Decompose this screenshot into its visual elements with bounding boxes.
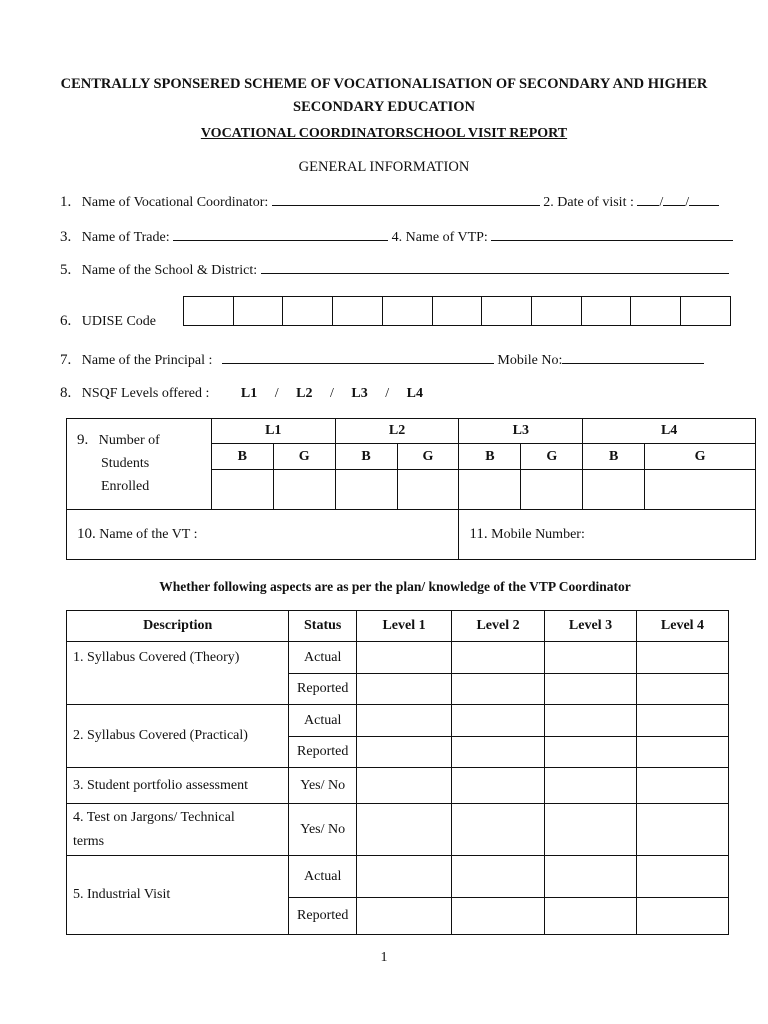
field-label: Name of Vocational Coordinator: [81, 195, 269, 210]
date-month-blank[interactable] [663, 193, 685, 206]
level-cell[interactable] [357, 898, 452, 935]
enrolment-cell[interactable] [335, 470, 397, 510]
field-label: Name of the School & District: [81, 263, 258, 278]
table-row [67, 804, 729, 856]
field-principal [60, 351, 704, 369]
aspect-description: 5. Industrial Visit [67, 856, 289, 935]
girls-header: G [273, 444, 335, 470]
enrolment-table [66, 418, 756, 560]
level-cell[interactable] [452, 642, 545, 674]
level-header: L4 [583, 419, 756, 444]
level-header: L3 [459, 419, 583, 444]
udise-digit-box[interactable] [432, 297, 482, 326]
level-cell[interactable] [357, 705, 452, 737]
status-label: Yes/ No [289, 804, 357, 856]
enrolment-cell[interactable] [521, 470, 583, 510]
level-cell[interactable] [545, 856, 637, 898]
field-label: UDISE Code [81, 314, 157, 329]
boys-header: B [335, 444, 397, 470]
column-header: Level 4 [636, 611, 728, 642]
udise-digit-box[interactable] [631, 297, 681, 326]
date-year-blank[interactable] [689, 193, 719, 206]
field-number: 8. [60, 385, 72, 401]
level-cell[interactable] [357, 737, 452, 768]
aspect-description: 1. Syllabus Covered (Theory) [67, 642, 289, 705]
field-number: 7. [60, 352, 72, 368]
level-cell[interactable] [636, 768, 728, 804]
students-enrolled-label: 9. Number of Students Enrolled [67, 419, 212, 510]
level-cell[interactable] [545, 737, 637, 768]
section-heading: GENERAL INFORMATION [298, 159, 470, 175]
level-option: L2 [296, 386, 313, 401]
field-nsqf-levels: 8. NSQF Levels offered : L1 / L2 / L3 / L4 [60, 385, 423, 401]
level-cell[interactable] [636, 856, 728, 898]
aspect-description: 3. Student portfolio assessment [67, 768, 289, 804]
level-cell[interactable] [357, 642, 452, 674]
aspect-description: 2. Syllabus Covered (Practical) [67, 705, 289, 768]
boys-header: B [211, 444, 273, 470]
level-cell[interactable] [357, 674, 452, 705]
girls-header: G [645, 444, 756, 470]
level-cell[interactable] [545, 898, 637, 935]
level-cell[interactable] [636, 674, 728, 705]
level-cell[interactable] [545, 642, 637, 674]
column-header: Level 2 [452, 611, 545, 642]
vt-name-cell[interactable]: 10. Name of the VT : [67, 510, 459, 560]
field-number: 5. [60, 262, 72, 278]
status-label: Yes/ No [289, 768, 357, 804]
udise-digit-box[interactable] [581, 297, 631, 326]
level-cell[interactable] [545, 674, 637, 705]
principal-name-blank[interactable] [222, 351, 494, 364]
udise-digit-box[interactable] [333, 297, 383, 326]
aspect-description: 4. Test on Jargons/ Technical terms [67, 804, 289, 856]
vt-mobile-cell[interactable]: 11. Mobile Number: [459, 510, 756, 560]
udise-digit-box[interactable] [382, 297, 432, 326]
level-cell[interactable] [545, 804, 637, 856]
status-label: Reported [289, 737, 357, 768]
field-label: Name of the Principal : [81, 353, 213, 368]
date-of-visit-label: 2. Date of visit : [543, 195, 634, 210]
enrolment-cell[interactable] [397, 470, 459, 510]
status-label: Reported [289, 898, 357, 935]
level-cell[interactable] [357, 856, 452, 898]
level-cell[interactable] [452, 856, 545, 898]
girls-header: G [397, 444, 459, 470]
field-number: 1. [60, 194, 72, 210]
aspects-table [66, 610, 729, 935]
level-header: L1 [211, 419, 335, 444]
level-cell[interactable] [357, 804, 452, 856]
girls-header: G [521, 444, 583, 470]
table-row [67, 705, 729, 737]
mobile-number-blank[interactable] [562, 351, 704, 364]
udise-digit-box[interactable] [233, 297, 283, 326]
coordinator-name-blank[interactable] [272, 193, 540, 206]
level-cell[interactable] [452, 898, 545, 935]
date-day-blank[interactable] [637, 193, 659, 206]
enrolment-cell[interactable] [583, 470, 645, 510]
column-header: Description [67, 611, 289, 642]
level-option: L1 [240, 386, 258, 401]
table-row [67, 856, 729, 898]
enrolment-cell[interactable] [211, 470, 273, 510]
report-title: VOCATIONAL COORDINATORSCHOOL VISIT REPORT [200, 126, 568, 141]
level-cell[interactable] [636, 737, 728, 768]
level-cell[interactable] [545, 768, 637, 804]
table-row [67, 642, 729, 674]
level-cell[interactable] [357, 768, 452, 804]
field-label: NSQF Levels offered : [81, 386, 210, 401]
level-cell[interactable] [452, 804, 545, 856]
aspects-heading: Whether following aspects are as per the plan/ knowledge of the VTP Coordinator [159, 579, 631, 594]
boys-header: B [459, 444, 521, 470]
field-udise-code [60, 313, 156, 330]
status-label: Reported [289, 674, 357, 705]
column-header: Level 1 [357, 611, 452, 642]
udise-digit-box[interactable] [482, 297, 532, 326]
vtp-name-blank[interactable] [491, 228, 733, 241]
column-header: Status [289, 611, 357, 642]
field-vocational-coordinator: 1. Name of Vocational Coordinator: 2. Date of visit : / / [60, 193, 719, 211]
udise-code-boxes [183, 296, 731, 326]
level-option: L4 [406, 386, 423, 401]
level-cell[interactable] [452, 737, 545, 768]
table-row [67, 768, 729, 804]
level-option: L3 [351, 386, 368, 401]
udise-digit-box[interactable] [681, 297, 731, 326]
field-school-district [60, 261, 729, 279]
trade-name-blank[interactable] [173, 228, 388, 241]
school-district-blank[interactable] [261, 261, 729, 274]
field-trade [60, 228, 733, 246]
status-label: Actual [289, 705, 357, 737]
page-number: 1 [380, 950, 388, 965]
udise-digit-box[interactable] [532, 297, 582, 326]
boys-header: B [583, 444, 645, 470]
mobile-label: Mobile No: [497, 353, 563, 368]
field-number: 3. [60, 229, 72, 245]
level-cell[interactable] [636, 804, 728, 856]
level-cell[interactable] [636, 898, 728, 935]
enrolment-cell[interactable] [645, 470, 756, 510]
vtp-label: 4. Name of VTP: [391, 230, 488, 245]
level-header: L2 [335, 419, 459, 444]
field-number: 6. [60, 313, 72, 329]
level-cell[interactable] [636, 642, 728, 674]
document-title-line2: SECONDARY EDUCATION [293, 99, 475, 115]
level-cell[interactable] [636, 705, 728, 737]
udise-digit-box[interactable] [283, 297, 333, 326]
level-cell[interactable] [452, 674, 545, 705]
status-label: Actual [289, 856, 357, 898]
level-cell[interactable] [545, 705, 637, 737]
enrolment-cell[interactable] [273, 470, 335, 510]
udise-digit-box[interactable] [184, 297, 234, 326]
status-label: Actual [289, 642, 357, 674]
column-header: Level 3 [545, 611, 637, 642]
enrolment-cell[interactable] [459, 470, 521, 510]
level-cell[interactable] [452, 768, 545, 804]
document-title-line1: CENTRALLY SPONSERED SCHEME OF VOCATIONALISATION OF SECONDARY AND HIGHER [60, 76, 708, 92]
field-label: Name of Trade: [81, 230, 170, 245]
level-cell[interactable] [452, 705, 545, 737]
